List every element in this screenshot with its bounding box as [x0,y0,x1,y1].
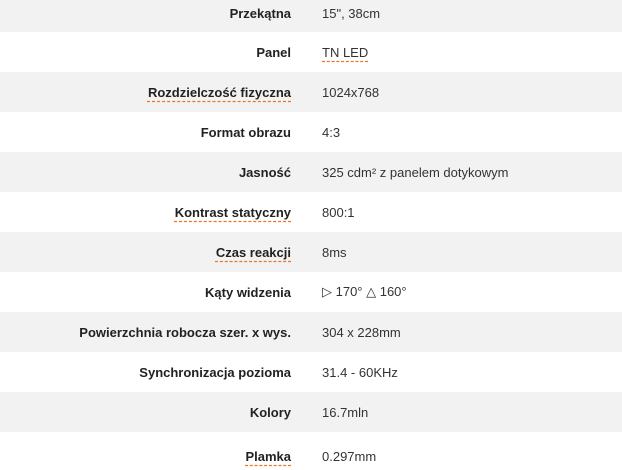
spec-row-format [0,112,622,152]
spec-label: Przekątna [229,6,291,21]
spec-row-rozdzielczosc [0,72,622,112]
spec-row-powierzchnia [0,312,622,352]
spec-row-plamka [0,432,622,470]
spec-label: Jasność [238,164,291,180]
spec-row-panel [0,32,622,72]
spec-value: 800:1 [322,204,355,220]
spec-label: Kolory [249,404,291,420]
spec-row-przekatna [0,0,622,32]
spec-row-katy-widzenia [0,272,622,312]
spec-value: 8ms [322,244,347,260]
spec-value: 16.7mln [322,404,369,420]
spec-value: 304 x 228mm [322,324,401,340]
spec-value: ▷ 170° △ 160° [322,284,407,299]
spec-value: 1024x768 [322,84,380,100]
spec-value: 0.297mm [322,449,377,464]
spec-label-link[interactable]: Czas reakcji [215,244,291,260]
spec-value-link[interactable]: TN LED [322,44,369,60]
spec-row-synchronizacja [0,352,622,392]
spec-row-kontrast [0,192,622,232]
spec-row-kolory [0,392,622,432]
spec-label: Synchronizacja pozioma [139,364,291,380]
spec-label: Kąty widzenia [205,284,291,300]
spec-label: Panel [256,44,291,60]
spec-value: 4:3 [322,124,341,140]
spec-row-czas-reakcji [0,232,622,272]
spec-value: 325 cdm² z panelem dotykowym [322,164,509,180]
spec-label-link[interactable]: Plamka [245,449,291,464]
spec-label: Powierzchnia robocza szer. x wys. [79,324,291,340]
spec-value: 15", 38cm [322,6,381,21]
spec-label: Format obrazu [200,124,291,140]
spec-label-link[interactable]: Kontrast statyczny [174,204,291,220]
spec-row-jasnosc [0,152,622,192]
spec-label-link[interactable]: Rozdzielczość fizyczna [147,84,291,100]
spec-value: 31.4 - 60KHz [322,364,398,380]
